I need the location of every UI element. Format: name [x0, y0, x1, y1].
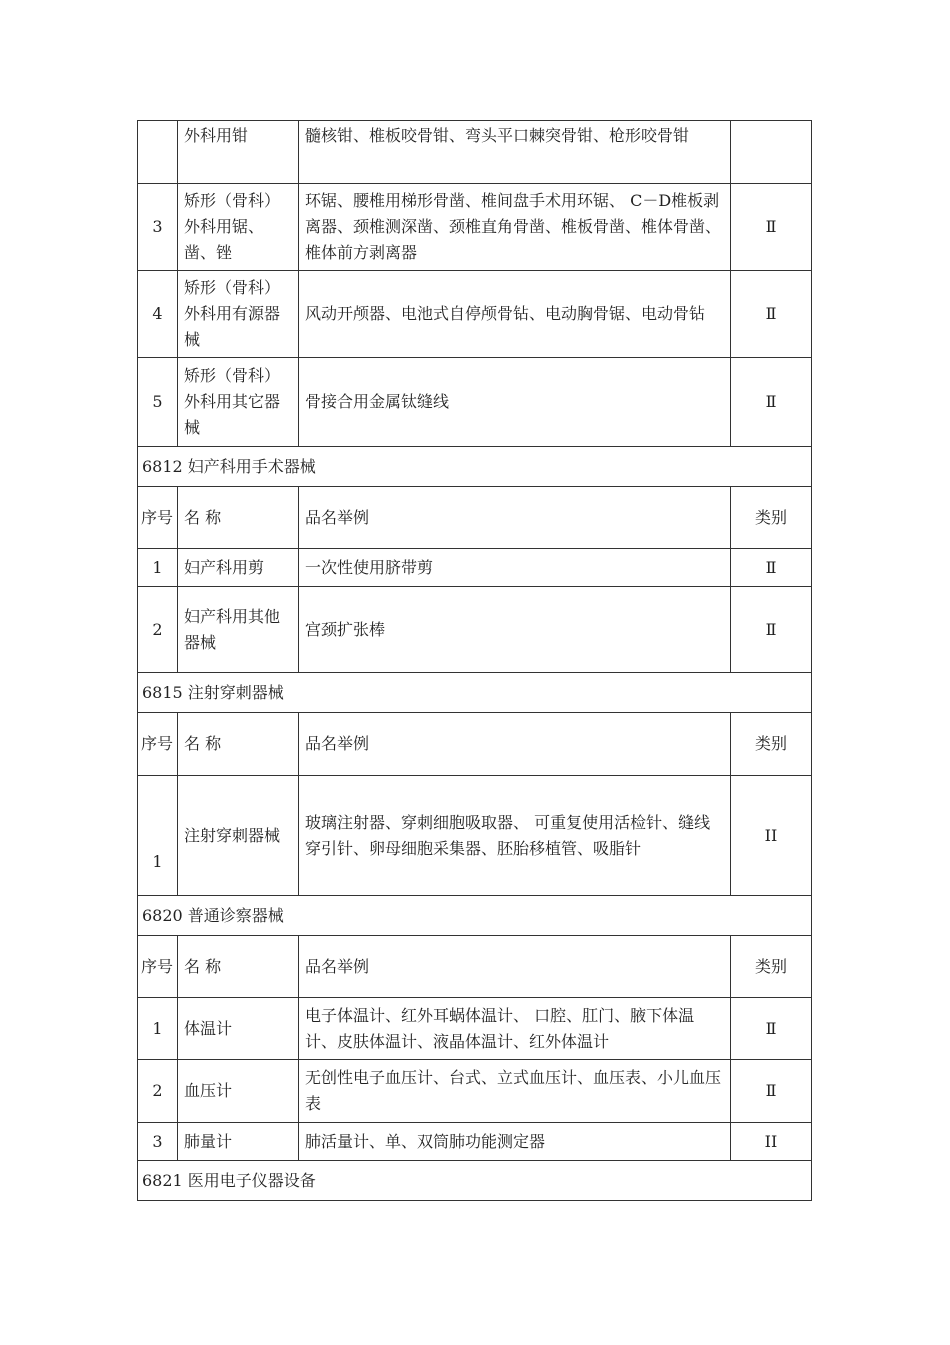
header-name: 名 称 [178, 713, 299, 776]
table-row [138, 776, 812, 896]
item-name: 体温计 [178, 998, 299, 1060]
row-number: 2 [138, 587, 178, 673]
item-examples: 电子体温计、红外耳蜗体温计、 口腔、肛门、腋下体温计、皮肤体温计、液晶体温计、红外体温计 [299, 998, 731, 1060]
table-row [138, 271, 812, 358]
item-category: Ⅱ [731, 184, 812, 271]
item-examples: 环锯、腰椎用梯形骨凿、椎间盘手术用环锯、 C－D椎板剥离器、颈椎测深凿、颈椎直角骨凿、椎板骨凿、椎体骨凿、椎体前方剥离器 [299, 184, 731, 271]
device-classification-table [137, 120, 812, 1201]
row-number: 4 [138, 271, 178, 358]
item-name: 矫形（骨科）外科用锯、凿、锉 [178, 184, 299, 271]
item-category: Ⅱ [731, 271, 812, 358]
item-category: Ⅱ [731, 1060, 812, 1123]
row-number: 2 [138, 1060, 178, 1123]
row-number: 1 [138, 549, 178, 587]
row-number: 1 [138, 776, 178, 896]
row-number [138, 121, 178, 184]
item-category: Ⅱ [731, 998, 812, 1060]
item-examples: 肺活量计、单、双筒肺功能测定器 [299, 1123, 731, 1161]
item-name: 妇产科用剪 [178, 549, 299, 587]
item-examples: 玻璃注射器、穿刺细胞吸取器、 可重复使用活检针、缝线穿引针、卵母细胞采集器、胚胎移植管、吸脂针 [299, 776, 731, 896]
item-examples: 一次性使用脐带剪 [299, 549, 731, 587]
item-category: II [731, 776, 812, 896]
table-row [138, 587, 812, 673]
item-category: Ⅱ [731, 549, 812, 587]
table-row [138, 358, 812, 447]
row-number: 3 [138, 184, 178, 271]
section-title: 6820 普通诊察器械 [138, 896, 812, 936]
item-category: II [731, 1123, 812, 1161]
section-title-row [138, 447, 812, 487]
table-header-row [138, 487, 812, 549]
section-title-row [138, 896, 812, 936]
item-category: Ⅱ [731, 587, 812, 673]
item-name: 妇产科用其他器械 [178, 587, 299, 673]
item-examples: 骨接合用金属钛缝线 [299, 358, 731, 447]
header-number: 序号 [138, 713, 178, 776]
row-number: 3 [138, 1123, 178, 1161]
table-row [138, 998, 812, 1060]
table-row [138, 1123, 812, 1161]
item-category: Ⅱ [731, 358, 812, 447]
item-examples: 风动开颅器、电池式自停颅骨钻、电动胸骨锯、电动骨钻 [299, 271, 731, 358]
item-name: 肺量计 [178, 1123, 299, 1161]
header-name: 名 称 [178, 487, 299, 549]
section-title: 6815 注射穿刺器械 [138, 673, 812, 713]
item-name: 血压计 [178, 1060, 299, 1123]
item-name: 外科用钳 [178, 121, 299, 184]
header-examples: 品名举例 [299, 487, 731, 549]
header-category: 类别 [731, 713, 812, 776]
item-category [731, 121, 812, 184]
table-row [138, 121, 812, 184]
section-title: 6821 医用电子仪器设备 [138, 1161, 812, 1201]
item-name: 矫形（骨科）外科用其它器械 [178, 358, 299, 447]
header-examples: 品名举例 [299, 936, 731, 998]
table-row [138, 1060, 812, 1123]
header-number: 序号 [138, 936, 178, 998]
section-title-row [138, 1161, 812, 1201]
header-category: 类别 [731, 487, 812, 549]
header-category: 类别 [731, 936, 812, 998]
item-examples: 宫颈扩张棒 [299, 587, 731, 673]
table-header-row [138, 936, 812, 998]
section-title-row [138, 673, 812, 713]
table-header-row [138, 713, 812, 776]
section-title: 6812 妇产科用手术器械 [138, 447, 812, 487]
item-examples: 髓核钳、椎板咬骨钳、弯头平口棘突骨钳、枪形咬骨钳 [299, 121, 731, 184]
row-number: 1 [138, 998, 178, 1060]
header-name: 名 称 [178, 936, 299, 998]
item-name: 矫形（骨科）外科用有源器械 [178, 271, 299, 358]
table-row [138, 184, 812, 271]
row-number: 5 [138, 358, 178, 447]
item-name: 注射穿刺器械 [178, 776, 299, 896]
header-examples: 品名举例 [299, 713, 731, 776]
header-number: 序号 [138, 487, 178, 549]
item-examples: 无创性电子血压计、台式、立式血压计、血压表、小儿血压表 [299, 1060, 731, 1123]
table-row [138, 549, 812, 587]
